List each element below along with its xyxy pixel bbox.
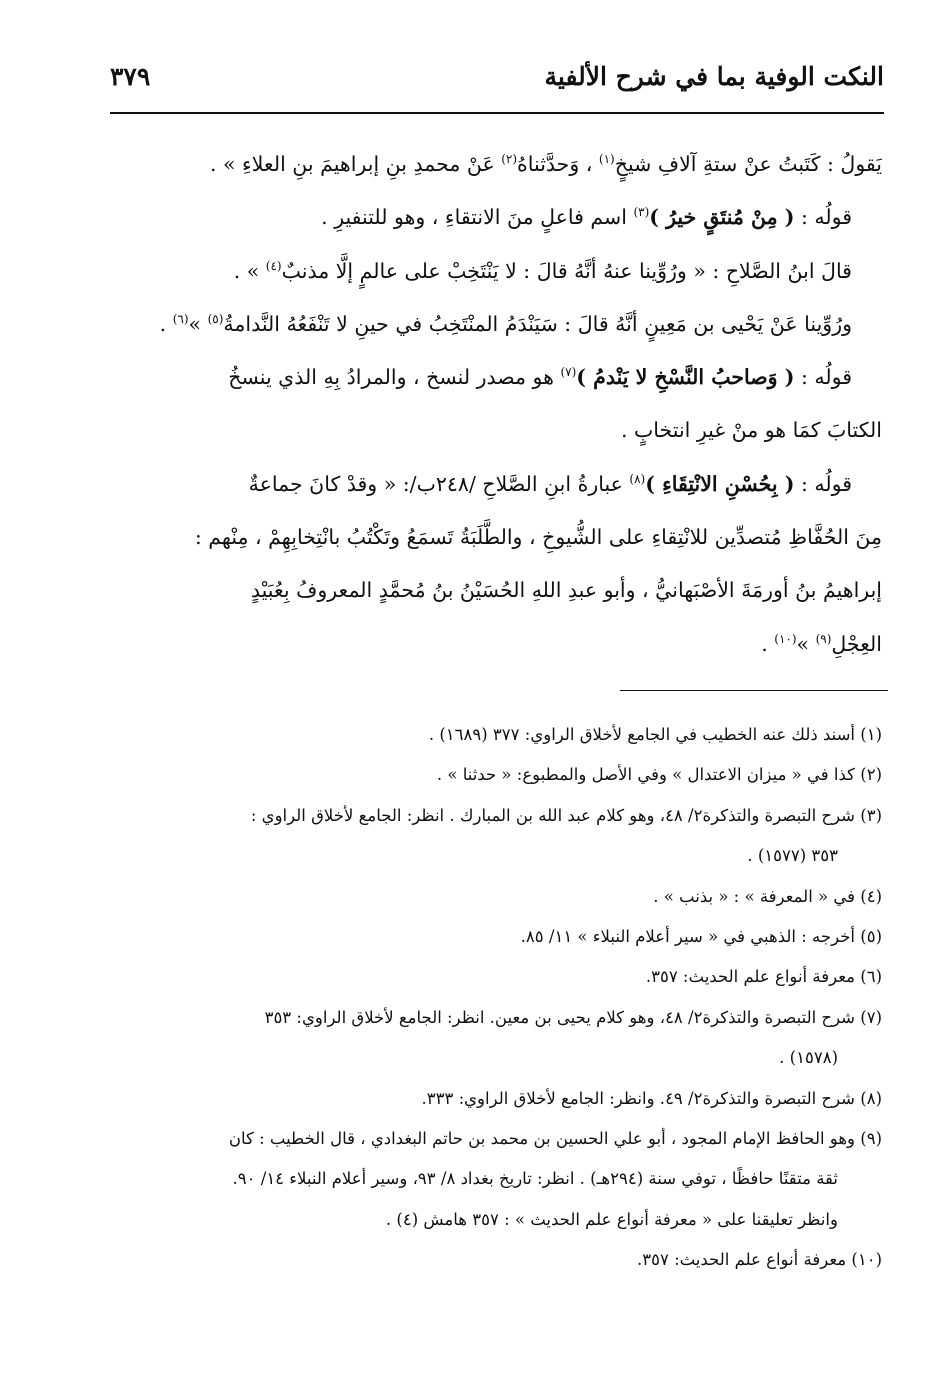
footnote-number: (٢) [860, 765, 882, 785]
text-line: ورُوِّينا عَنْ يَحْيى بن مَعِينٍ أنَّهُ قالَ : سَيَنْدَمُ المنْتَخِبُ في حينِ لا تَنْفَعُهُ النَّدامةُ$^{(٥)}$ »$^{(٦)}$ . [159, 311, 852, 336]
footnote-number: (١) [860, 725, 882, 744]
footnote-ref: (٣) [633, 205, 650, 220]
footnote-line: (٨) شرح التبصرة والتذكرة٢/ ٤٩. وانظر: الجامع لأخلاق الراوي: ٣٣٣. [421, 1088, 882, 1108]
running-header [110, 62, 884, 106]
verse-quote: ( بِحُسْنِ الانْتِقَاءِ ) [645, 471, 795, 496]
footnote-ref: (٤) [265, 258, 282, 273]
book-title: النكت الوفية بما في شرح الألفية [544, 62, 884, 91]
footnote-line: (٧) شرح التبصرة والتذكرة٢/ ٤٨، وهو كلام يحيى بن معين. انظر: الجامع لأخلاق الراوي: ٣٥٣ [264, 1007, 882, 1027]
footnote-number: (٦) [860, 967, 882, 987]
footnote-line: (٣) شرح التبصرة والتذكرة٢/ ٤٨، وهو كلام عبد الله بن المبارك . انظر: الجامع لأخلاق الراوي : [250, 805, 882, 825]
footnote-line: (١٥٧٨) . [779, 1048, 838, 1068]
footnote-line: (١) أسند ذلك عنه الخطيب في الجامع لأخلاق الراوي: ٣٧٧ (١٦٨٩) . [428, 725, 882, 744]
text-line: يَقولُ : كَتَبتُ عنْ ستةِ آلافِ شيخٍ$^{(١)}$ ، وَحدَّثناهُ$^{(٢)}$ عَنْ محمدِ بنِ إبراهيمَ بنِ العلاءِ » . [209, 152, 882, 176]
footnote-ref: (٨) [629, 471, 646, 486]
footnote-ref: (٦) [172, 312, 189, 327]
footnote-ref: (١٠) [774, 631, 797, 646]
footnote-line: (٥) أخرجه : الذهبي في « سير أعلام النبلاء » ١١/ ٨٥. [520, 926, 882, 946]
footnote-number: (٥) [860, 926, 882, 946]
footnote-ref: (١) [598, 152, 615, 167]
footnotes [108, 715, 882, 1280]
footnote-number: (٤) [860, 886, 882, 906]
footnote-ref: (٢) [501, 152, 518, 167]
verse-quote: ( وَصاحبُ النَّسْخِ لا يَنْدمُ ) [576, 365, 795, 390]
footnote-line: وانظر تعليقنا على « معرفة أنواع علم الحديث » : ٣٥٧ هامش (٤) . [385, 1209, 838, 1229]
text-line: قالَ ابنُ الصَّلاحِ : « ورُوِّينا عنهُ أنَّهُ قالَ : لا يَنْتَخِبْ على عالمٍ إلَّا مذنبٌ$^{(٤)}$ » . [233, 258, 852, 283]
footnote-line: (٦) معرفة أنواع علم الحديث: ٣٥٧. [645, 967, 882, 987]
footnote-line: ثقة متقنًا حافظًا ، توفي سنة (٢٩٤هـ) . انظر: تاريخ بغداد ٨/ ٩٣، وسير أعلام النبلاء ١٤/ ٩٠. [232, 1169, 838, 1189]
text-line: قولُه : ( بِحُسْنِ الانْتِقَاءِ )$^{(٨)}$ عبارةُ ابنِ الصَّلاحِ /٢٤٨ب/: « وقدْ كانَ جماعةٌ [248, 471, 852, 496]
text-line: مِنَ الحُفَّاظِ مُتصدِّين للانْتِقاءِ على الشُّيوخِ ، والطَّلَبَةُ تَسمَعُ وتَكْتُبُ بانْتِخابِهِمْ ، مِنْهم : [194, 525, 882, 550]
footnote-number: (٨) [860, 1088, 882, 1108]
footnote-line: ٣٥٣ (١٥٧٧) . [747, 846, 838, 866]
footnote-number: (٩) [860, 1128, 882, 1148]
page-number: ٣٧٩ [110, 62, 151, 91]
footnote-number: (١٠) [851, 1250, 882, 1270]
text-line: الكتابَ كمَا هو منْ غيرِ انتخابٍ . [620, 418, 882, 443]
verse-quote: ( مِنْ مُنتَقٍ خيرُ ) [649, 205, 795, 230]
footnote-number: (٣) [860, 805, 882, 825]
text-line: قولُه : ( مِنْ مُنتَقٍ خيرُ )$^{(٣)}$ اسم فاعلٍ منَ الانتقاءِ ، وهو للتنفيرِ . [321, 205, 852, 230]
footnote-line: (٤) في « المعرفة » : « بذنب » . [653, 886, 882, 906]
footnote-line: (١٠) معرفة أنواع علم الحديث: ٣٥٧. [636, 1250, 882, 1270]
footnote-separator [620, 690, 888, 691]
text-line: قولُه : ( وَصاحبُ النَّسْخِ لا يَنْدمُ )$^{(٧)}$ هو مصدر لنسخ ، والمرادُ بِهِ الذي ينسخُ [228, 365, 852, 390]
main-text [108, 138, 882, 671]
footnote-line: (٢) كذا في « ميزان الاعتدال » وفي الأصل والمطبوع: « حدثنا » . [436, 765, 882, 785]
footnote-ref: (٥) [207, 312, 224, 327]
footnote-ref: (٧) [560, 365, 577, 380]
footnote-number: (٧) [860, 1007, 882, 1027]
text-line: إبراهيمُ بنُ أورمَةَ الأصْبَهانيُّ ، وأبو عبدِ اللهِ الحُسَيْنُ بنُ مُحمَّدٍ المعروفُ بِعُبَيْدٍ [250, 578, 882, 603]
header-rule [110, 112, 884, 114]
footnote-ref: (٩) [815, 631, 832, 646]
text-line: العِجْلِ$^{(٩)}$ »$^{(١٠)}$ . [761, 631, 882, 656]
footnote-line: (٩) وهو الحافظ الإمام المجود ، أبو علي الحسين بن محمد بن حاتم البغدادي ، قال الخطيب : كان [228, 1128, 882, 1148]
